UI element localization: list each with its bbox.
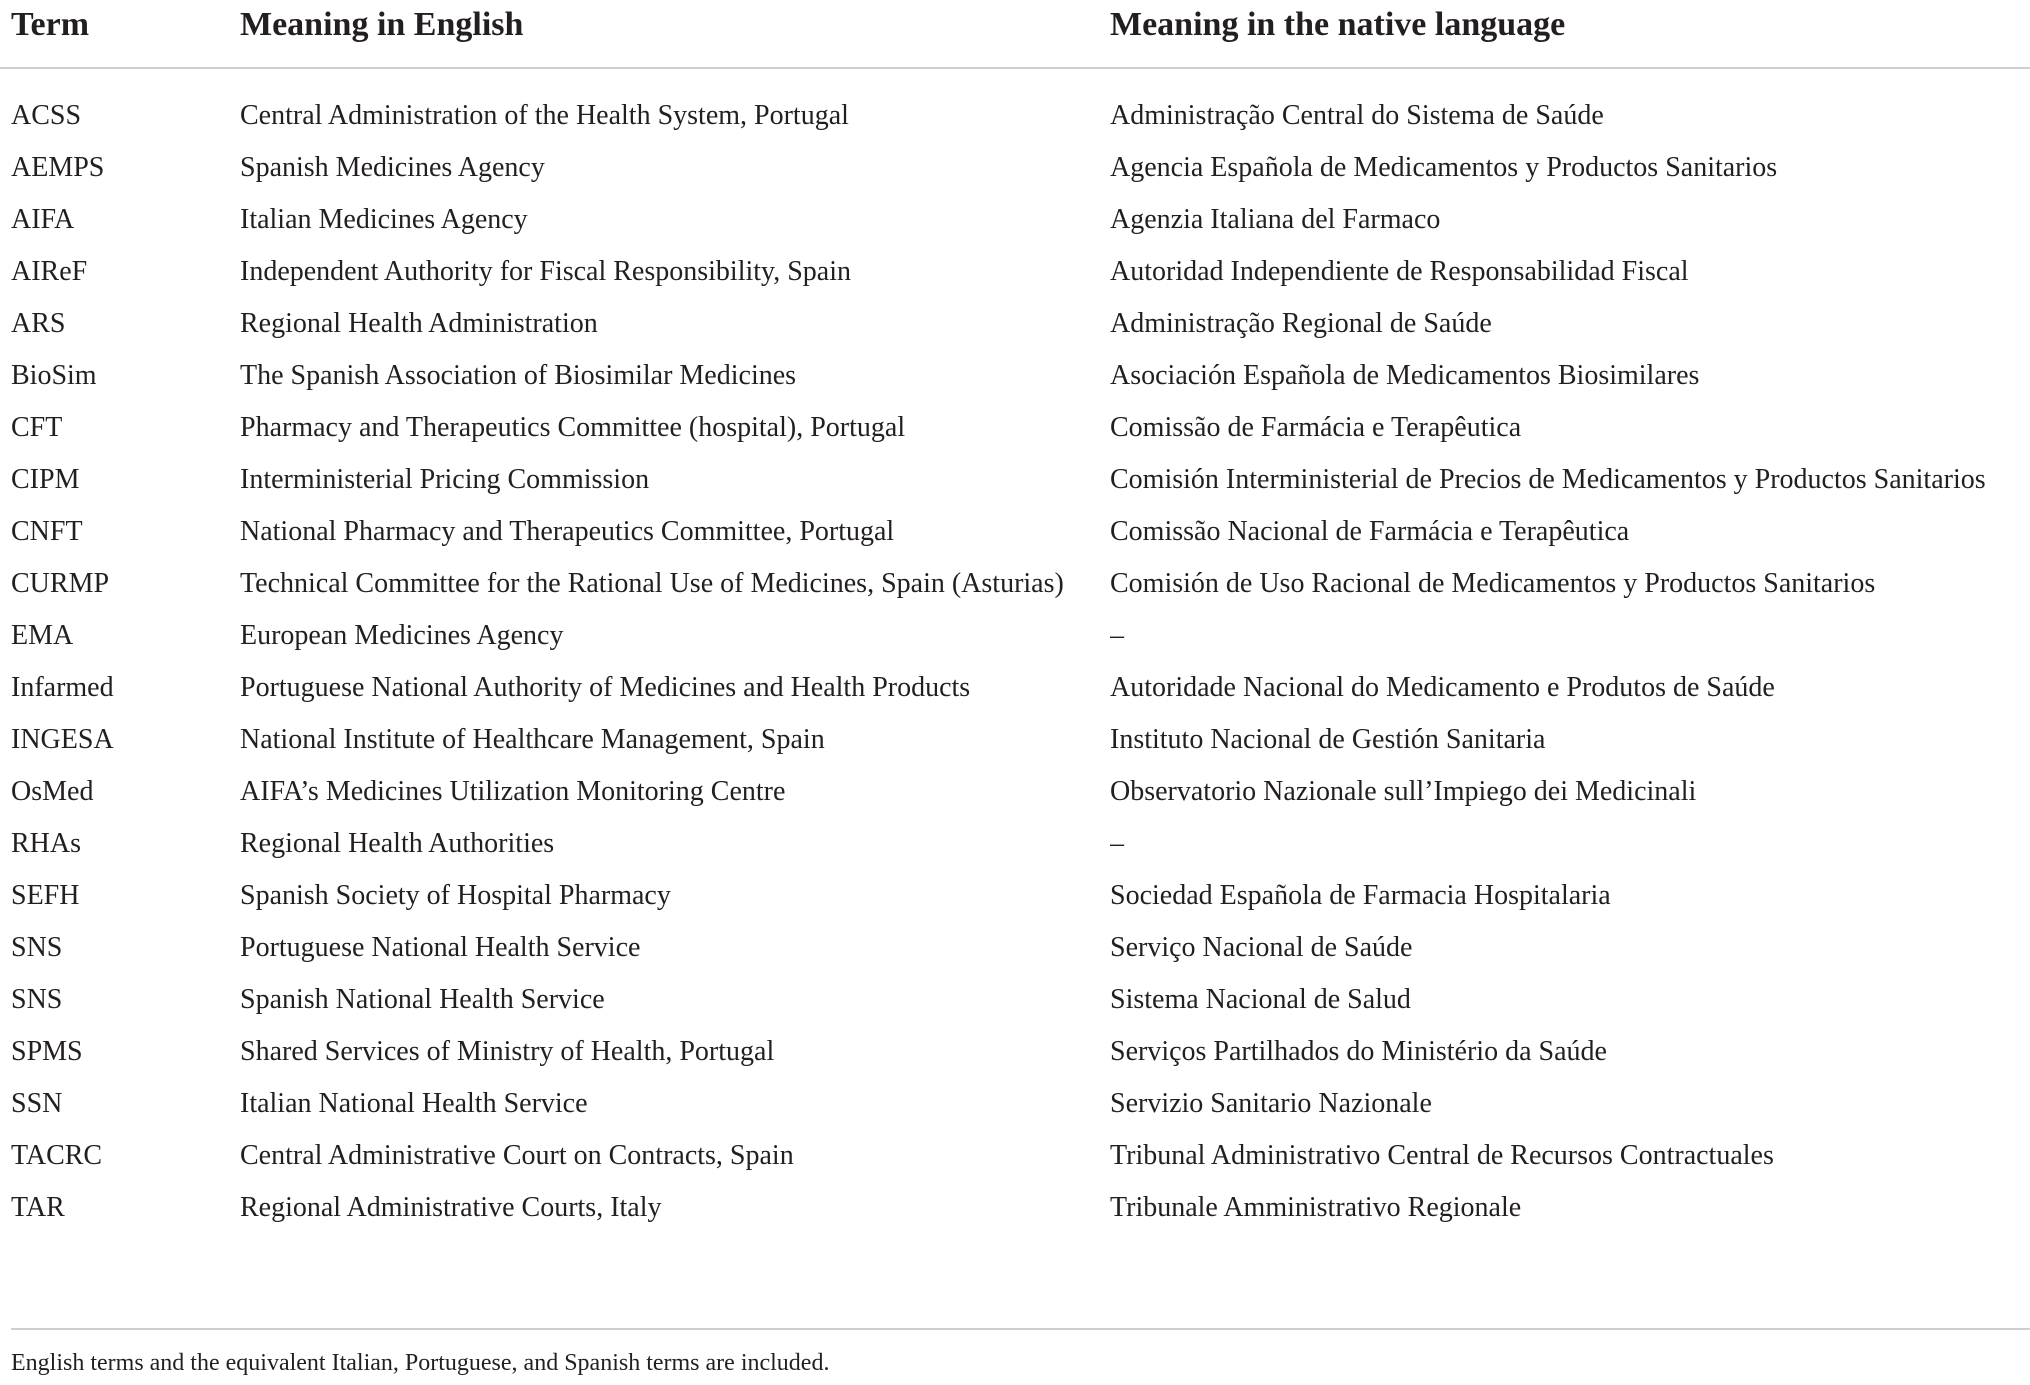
row-meaning-english: Regional Health Administration: [240, 308, 598, 339]
row-meaning-native: Asociación Española de Medicamentos Biosimilares: [1110, 360, 1700, 391]
table-row: [0, 656, 2030, 708]
row-meaning-english: Regional Health Authorities: [240, 828, 555, 859]
row-term: ARS: [11, 308, 66, 339]
row-term: CIPM: [11, 464, 80, 495]
row-term: AEMPS: [11, 152, 105, 183]
table-header: [0, 0, 2030, 68]
table-row: [0, 188, 2030, 240]
table-row: [0, 292, 2030, 344]
row-meaning-english: European Medicines Agency: [240, 620, 564, 651]
row-meaning-english: Spanish Society of Hospital Pharmacy: [240, 880, 671, 911]
row-term: INGESA: [11, 724, 114, 755]
row-term: ACSS: [11, 100, 82, 131]
table-row: [0, 448, 2030, 500]
table-row: [0, 1020, 2030, 1072]
table-footnote: English terms and the equivalent Italian, Portuguese, and Spanish terms are included.: [11, 1350, 830, 1376]
row-meaning-english: Technical Committee for the Rational Use of Medicines, Spain (Asturias): [240, 568, 1064, 599]
row-term: CNFT: [11, 516, 83, 547]
row-meaning-native: Sociedad Española de Farmacia Hospitalaria: [1110, 880, 1611, 911]
table-row: [0, 500, 2030, 552]
row-term: CURMP: [11, 568, 110, 599]
table-row: [0, 968, 2030, 1020]
row-term: SNS: [11, 984, 63, 1015]
table-row: [0, 68, 2030, 136]
row-term: SPMS: [11, 1036, 83, 1067]
row-meaning-english: Portuguese National Authority of Medicines and Health Products: [240, 672, 971, 703]
table-row: [0, 916, 2030, 968]
table-bottom-rule: [11, 1328, 2030, 1330]
table-row: [0, 136, 2030, 188]
row-term: RHAs: [11, 828, 82, 859]
header-term: Term: [11, 6, 90, 43]
table-row: [0, 1072, 2030, 1124]
row-meaning-native: –: [1110, 620, 1124, 651]
row-meaning-native: Autoridad Independiente de Responsabilidad Fiscal: [1110, 256, 1689, 287]
row-term: TAR: [11, 1192, 65, 1223]
row-meaning-native: Comissão Nacional de Farmácia e Terapêutica: [1110, 516, 1630, 547]
row-meaning-english: Interministerial Pricing Commission: [240, 464, 650, 495]
row-meaning-native: Comisión de Uso Racional de Medicamentos y Productos Sanitarios: [1110, 568, 1876, 599]
row-meaning-native: Agencia Española de Medicamentos y Productos Sanitarios: [1110, 152, 1778, 183]
row-term: AIReF: [11, 256, 88, 287]
row-meaning-english: National Pharmacy and Therapeutics Committee, Portugal: [240, 516, 895, 547]
row-meaning-native: Instituto Nacional de Gestión Sanitaria: [1110, 724, 1546, 755]
row-meaning-english: Central Administration of the Health System, Portugal: [240, 100, 849, 131]
table-row: [0, 864, 2030, 916]
row-term: EMA: [11, 620, 74, 651]
row-term: TACRC: [11, 1140, 103, 1171]
row-meaning-english: AIFA’s Medicines Utilization Monitoring Centre: [240, 776, 786, 807]
row-meaning-english: Italian Medicines Agency: [240, 204, 528, 235]
row-meaning-english: Spanish Medicines Agency: [240, 152, 545, 183]
header-row: [0, 0, 2030, 68]
row-meaning-native: Servizio Sanitario Nazionale: [1110, 1088, 1432, 1119]
table-row: [0, 1176, 2030, 1248]
row-meaning-english: Pharmacy and Therapeutics Committee (hospital), Portugal: [240, 412, 906, 443]
row-meaning-english: The Spanish Association of Biosimilar Medicines: [240, 360, 797, 391]
table-row: [0, 552, 2030, 604]
row-meaning-english: Spanish National Health Service: [240, 984, 605, 1015]
row-meaning-native: Serviço Nacional de Saúde: [1110, 932, 1413, 963]
row-meaning-english: National Institute of Healthcare Management, Spain: [240, 724, 825, 755]
row-term: OsMed: [11, 776, 94, 807]
row-meaning-english: Portuguese National Health Service: [240, 932, 641, 963]
row-term: CFT: [11, 412, 63, 443]
table-body: [0, 68, 2030, 1248]
row-meaning-native: Comissão de Farmácia e Terapêutica: [1110, 412, 1522, 443]
row-meaning-native: Administração Regional de Saúde: [1110, 308, 1492, 339]
row-meaning-native: Sistema Nacional de Salud: [1110, 984, 1411, 1015]
row-meaning-native: Serviços Partilhados do Ministério da Saúde: [1110, 1036, 1607, 1067]
table-row: [0, 1124, 2030, 1176]
table-row: [0, 708, 2030, 760]
table-row: [0, 396, 2030, 448]
row-meaning-english: Italian National Health Service: [240, 1088, 588, 1119]
row-meaning-english: Central Administrative Court on Contracts, Spain: [240, 1140, 794, 1171]
row-meaning-native: Tribunal Administrativo Central de Recursos Contractuales: [1110, 1140, 1774, 1171]
row-term: Infarmed: [11, 672, 114, 703]
row-meaning-native: Administração Central do Sistema de Saúde: [1110, 100, 1604, 131]
header-meaning-english: Meaning in English: [240, 6, 524, 43]
row-term: SEFH: [11, 880, 80, 911]
row-meaning-native: –: [1110, 828, 1124, 859]
row-term: SNS: [11, 932, 63, 963]
row-meaning-native: Tribunale Amministrativo Regionale: [1110, 1192, 1522, 1223]
row-meaning-english: Shared Services of Ministry of Health, Portugal: [240, 1036, 775, 1067]
row-meaning-english: Independent Authority for Fiscal Responsibility, Spain: [240, 256, 852, 287]
table-row: [0, 604, 2030, 656]
row-meaning-native: Autoridade Nacional do Medicamento e Produtos de Saúde: [1110, 672, 1775, 703]
row-meaning-native: Comisión Interministerial de Precios de Medicamentos y Productos Sanitarios: [1110, 464, 1986, 495]
row-meaning-english: Regional Administrative Courts, Italy: [240, 1192, 662, 1223]
header-meaning-native: Meaning in the native language: [1110, 6, 1566, 43]
row-meaning-native: Observatorio Nazionale sull’Impiego dei Medicinali: [1110, 776, 1697, 807]
table-row: [0, 760, 2030, 812]
table-row: [0, 812, 2030, 864]
table-row: [0, 240, 2030, 292]
row-term: SSN: [11, 1088, 63, 1119]
row-term: BioSim: [11, 360, 97, 391]
row-meaning-native: Agenzia Italiana del Farmaco: [1110, 204, 1441, 235]
row-term: AIFA: [11, 204, 75, 235]
table-row: [0, 344, 2030, 396]
